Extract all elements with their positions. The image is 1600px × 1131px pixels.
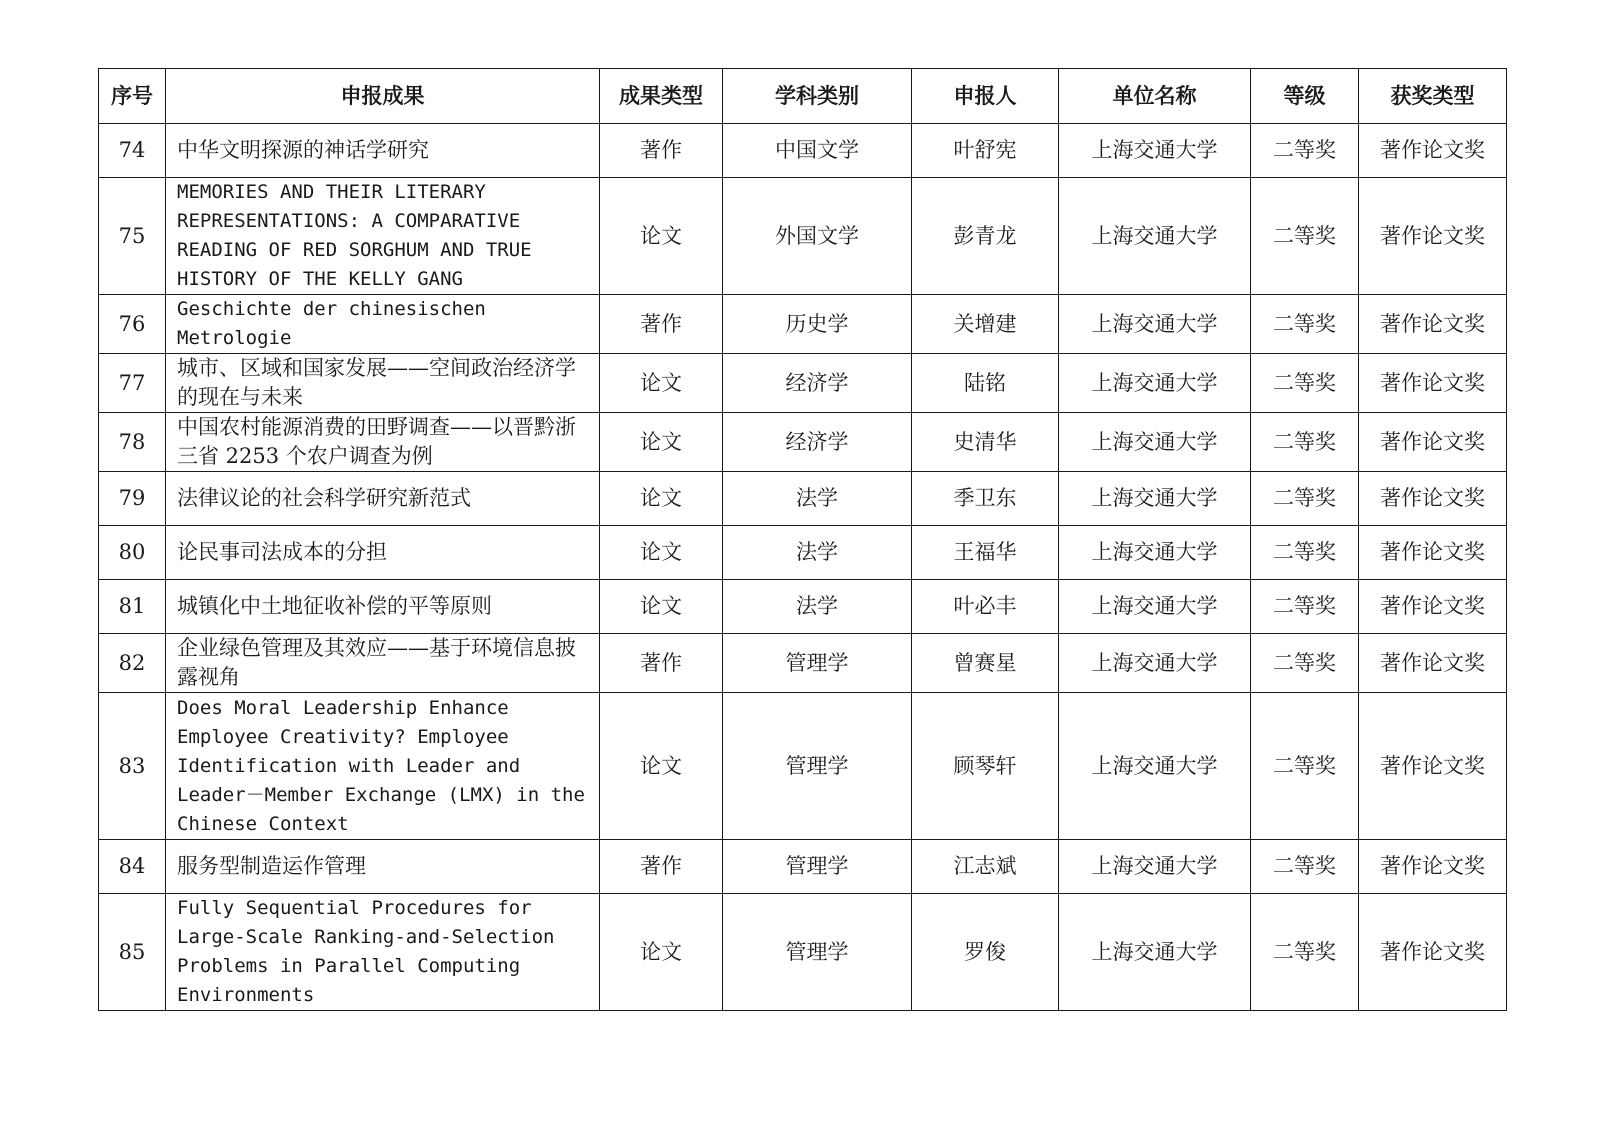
- cell-discipline: 经济学: [723, 413, 912, 472]
- cell-type: 论文: [600, 580, 723, 634]
- cell-applicant: 陆铭: [912, 354, 1059, 413]
- cell-applicant: 江志斌: [912, 840, 1059, 894]
- cell-applicant: 叶舒宪: [912, 124, 1059, 178]
- cell-type: 论文: [600, 693, 723, 840]
- cell-award: 著作论文奖: [1359, 894, 1507, 1011]
- table-row: [99, 472, 1507, 526]
- header-row: [99, 69, 1507, 124]
- cell-applicant: 曾赛星: [912, 634, 1059, 693]
- cell-type: 著作: [600, 124, 723, 178]
- cell-title: Geschichte der chinesischen Metrologie: [166, 295, 600, 354]
- cell-award: 著作论文奖: [1359, 178, 1507, 295]
- cell-unit: 上海交通大学: [1059, 526, 1251, 580]
- cell-discipline: 法学: [723, 580, 912, 634]
- cell-title: 中华文明探源的神话学研究: [166, 124, 600, 178]
- cell-no: 84: [99, 840, 166, 894]
- cell-unit: 上海交通大学: [1059, 413, 1251, 472]
- cell-type: 论文: [600, 413, 723, 472]
- cell-title: Does Moral Leadership Enhance Employee Creativity? Employee Identification with Leader and Leader－Member Exchange (LMX) in the Chinese Context: [166, 693, 600, 840]
- cell-applicant: 史清华: [912, 413, 1059, 472]
- cell-unit: 上海交通大学: [1059, 354, 1251, 413]
- cell-level: 二等奖: [1251, 580, 1359, 634]
- header-applicant: 申报人: [912, 69, 1059, 124]
- cell-discipline: 外国文学: [723, 178, 912, 295]
- cell-type: 著作: [600, 840, 723, 894]
- cell-discipline: 法学: [723, 526, 912, 580]
- cell-title: 法律议论的社会科学研究新范式: [166, 472, 600, 526]
- cell-applicant: 顾琴轩: [912, 693, 1059, 840]
- cell-unit: 上海交通大学: [1059, 693, 1251, 840]
- table-row: [99, 295, 1507, 354]
- header-level: 等级: [1251, 69, 1359, 124]
- cell-title: 城市、区域和国家发展——空间政治经济学的现在与未来: [166, 354, 600, 413]
- table-row: [99, 178, 1507, 295]
- table-row: [99, 634, 1507, 693]
- cell-unit: 上海交通大学: [1059, 124, 1251, 178]
- cell-unit: 上海交通大学: [1059, 295, 1251, 354]
- cell-no: 80: [99, 526, 166, 580]
- cell-award: 著作论文奖: [1359, 413, 1507, 472]
- cell-level: 二等奖: [1251, 894, 1359, 1011]
- table-row: [99, 693, 1507, 840]
- cell-award: 著作论文奖: [1359, 526, 1507, 580]
- cell-type: 著作: [600, 295, 723, 354]
- header-no: 序号: [99, 69, 166, 124]
- cell-level: 二等奖: [1251, 840, 1359, 894]
- table-row: [99, 526, 1507, 580]
- cell-title: 企业绿色管理及其效应——基于环境信息披露视角: [166, 634, 600, 693]
- cell-level: 二等奖: [1251, 178, 1359, 295]
- cell-unit: 上海交通大学: [1059, 894, 1251, 1011]
- cell-level: 二等奖: [1251, 354, 1359, 413]
- cell-award: 著作论文奖: [1359, 295, 1507, 354]
- table-row: [99, 413, 1507, 472]
- cell-title: Fully Sequential Procedures for Large-Scale Ranking-and-Selection Problems in Parallel Computing Environments: [166, 894, 600, 1011]
- cell-award: 著作论文奖: [1359, 693, 1507, 840]
- cell-title: 城镇化中土地征收补偿的平等原则: [166, 580, 600, 634]
- cell-type: 论文: [600, 472, 723, 526]
- cell-title: MEMORIES AND THEIR LITERARY REPRESENTATIONS: A COMPARATIVE READING OF RED SORGHUM AND TRUE HISTORY OF THE KELLY GANG: [166, 178, 600, 295]
- cell-no: 79: [99, 472, 166, 526]
- cell-discipline: 管理学: [723, 840, 912, 894]
- table-row: [99, 124, 1507, 178]
- cell-discipline: 法学: [723, 472, 912, 526]
- cell-no: 77: [99, 354, 166, 413]
- cell-type: 论文: [600, 354, 723, 413]
- cell-applicant: 罗俊: [912, 894, 1059, 1011]
- cell-level: 二等奖: [1251, 526, 1359, 580]
- cell-title: 服务型制造运作管理: [166, 840, 600, 894]
- cell-level: 二等奖: [1251, 693, 1359, 840]
- cell-type: 论文: [600, 526, 723, 580]
- cell-discipline: 历史学: [723, 295, 912, 354]
- cell-title: 论民事司法成本的分担: [166, 526, 600, 580]
- cell-no: 85: [99, 894, 166, 1011]
- table-row: [99, 894, 1507, 1011]
- cell-no: 82: [99, 634, 166, 693]
- cell-award: 著作论文奖: [1359, 124, 1507, 178]
- cell-applicant: 季卫东: [912, 472, 1059, 526]
- cell-award: 著作论文奖: [1359, 472, 1507, 526]
- cell-discipline: 中国文学: [723, 124, 912, 178]
- cell-award: 著作论文奖: [1359, 634, 1507, 693]
- cell-no: 78: [99, 413, 166, 472]
- cell-level: 二等奖: [1251, 413, 1359, 472]
- cell-no: 81: [99, 580, 166, 634]
- header-title: 申报成果: [166, 69, 600, 124]
- header-award: 获奖类型: [1359, 69, 1507, 124]
- cell-title: 中国农村能源消费的田野调查——以晋黔浙三省 2253 个农户调查为例: [166, 413, 600, 472]
- cell-discipline: 经济学: [723, 354, 912, 413]
- cell-unit: 上海交通大学: [1059, 178, 1251, 295]
- cell-award: 著作论文奖: [1359, 354, 1507, 413]
- table-row: [99, 354, 1507, 413]
- header-unit: 单位名称: [1059, 69, 1251, 124]
- cell-level: 二等奖: [1251, 634, 1359, 693]
- cell-unit: 上海交通大学: [1059, 580, 1251, 634]
- table-row: [99, 840, 1507, 894]
- cell-applicant: 王福华: [912, 526, 1059, 580]
- cell-discipline: 管理学: [723, 693, 912, 840]
- cell-level: 二等奖: [1251, 124, 1359, 178]
- cell-type: 论文: [600, 178, 723, 295]
- cell-no: 74: [99, 124, 166, 178]
- cell-level: 二等奖: [1251, 295, 1359, 354]
- cell-no: 75: [99, 178, 166, 295]
- cell-unit: 上海交通大学: [1059, 840, 1251, 894]
- cell-discipline: 管理学: [723, 894, 912, 1011]
- cell-no: 83: [99, 693, 166, 840]
- table-row: [99, 580, 1507, 634]
- header-discipline: 学科类别: [723, 69, 912, 124]
- awards-table: [98, 68, 1507, 1011]
- cell-unit: 上海交通大学: [1059, 634, 1251, 693]
- cell-level: 二等奖: [1251, 472, 1359, 526]
- cell-award: 著作论文奖: [1359, 840, 1507, 894]
- cell-discipline: 管理学: [723, 634, 912, 693]
- cell-applicant: 关增建: [912, 295, 1059, 354]
- cell-unit: 上海交通大学: [1059, 472, 1251, 526]
- cell-no: 76: [99, 295, 166, 354]
- cell-type: 著作: [600, 634, 723, 693]
- cell-applicant: 彭青龙: [912, 178, 1059, 295]
- cell-applicant: 叶必丰: [912, 580, 1059, 634]
- header-type: 成果类型: [600, 69, 723, 124]
- cell-award: 著作论文奖: [1359, 580, 1507, 634]
- cell-type: 论文: [600, 894, 723, 1011]
